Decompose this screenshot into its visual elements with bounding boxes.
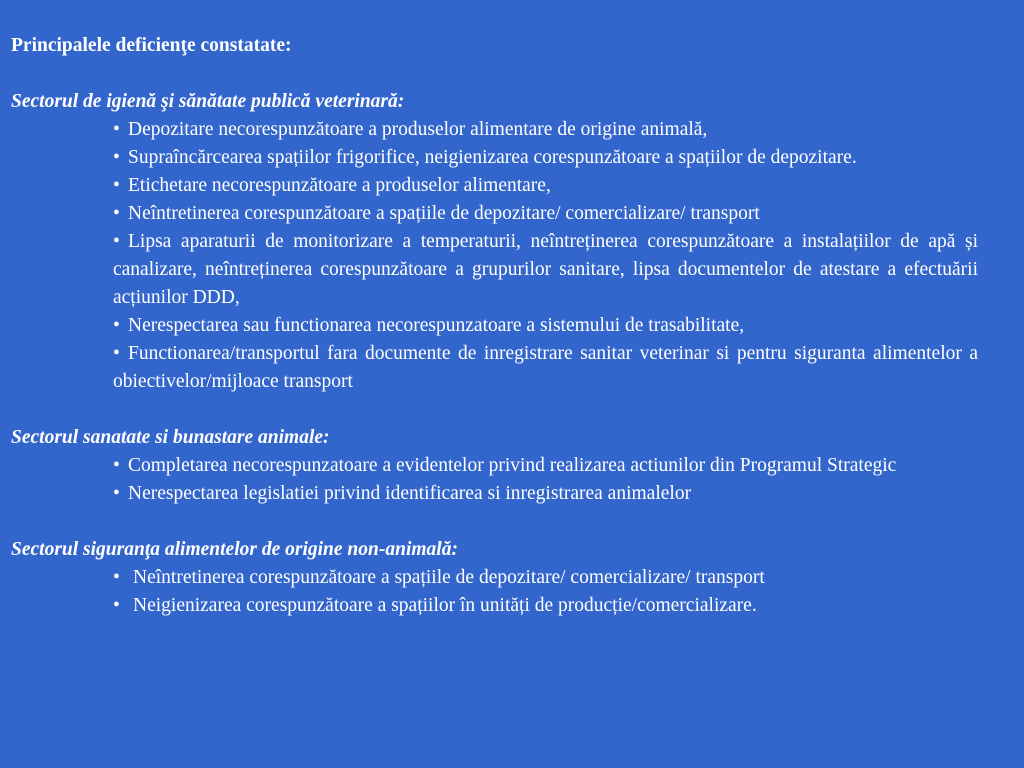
section-list-animal-health-welfare <box>11 452 978 508</box>
bullet-icon: • <box>113 175 120 196</box>
list-item <box>113 340 978 396</box>
section-heading-non-animal-food-safety: Sectorul siguranţa alimentelor de origine non-animală: <box>11 539 458 560</box>
bullet-icon: • <box>113 315 120 336</box>
list-item-text: Nerespectarea sau functionarea necorespunzatoare a sistemului de trasabilitate, <box>128 315 745 336</box>
bullet-icon: • <box>113 231 120 252</box>
list-item-text: Depozitare necorespunzătoare a produselor alimentare de origine animală, <box>128 119 708 140</box>
page-title: Principalele deficienţe constatate: <box>11 35 292 56</box>
spacer <box>11 508 978 536</box>
list-item <box>113 564 978 592</box>
list-item <box>113 116 978 144</box>
list-item <box>113 200 978 228</box>
list-item <box>113 312 978 340</box>
list-item-text: Nerespectarea legislatiei privind identificarea si inregistrarea animalelor <box>128 483 692 504</box>
list-item-text: Neîntretinerea corespunzătoare a spațiile de depozitare/ comercializare/ transport <box>133 567 765 588</box>
bullet-icon: • <box>113 119 120 140</box>
list-item <box>113 172 978 200</box>
spacer <box>11 396 978 424</box>
bullet-icon: • <box>113 147 120 168</box>
bullet-icon: • <box>113 483 120 504</box>
list-item <box>113 228 978 312</box>
section-list-veterinary-public-health <box>11 116 978 396</box>
section-list-non-animal-food-safety <box>11 564 978 620</box>
section-heading-veterinary-public-health: Sectorul de igienă şi sănătate publică veterinară: <box>11 91 405 112</box>
list-item <box>113 592 978 620</box>
bullet-icon: • <box>113 343 120 364</box>
list-item-text: Completarea necorespunzatoare a evidentelor privind realizarea actiunilor din Programul Strategic <box>128 455 897 476</box>
list-item-text: Etichetare necorespunzătoare a produselor alimentare, <box>128 175 551 196</box>
list-item <box>113 480 978 508</box>
bullet-icon: • <box>113 203 120 224</box>
bullet-icon: • <box>113 567 120 588</box>
bullet-icon: • <box>113 455 120 476</box>
spacer <box>11 60 978 88</box>
list-item-text: Neigienizarea corespunzătoare a spațiilor în unități de producție/comercializare. <box>133 595 757 616</box>
list-item-text: Functionarea/transportul fara documente de inregistrare sanitar veterinar si pentru siguranta alimentelor a obiectivelor/mijloace transport <box>113 343 978 392</box>
list-item <box>113 144 978 172</box>
list-item-text: Neîntretinerea corespunzătoare a spațiile de depozitare/ comercializare/ transport <box>128 203 760 224</box>
list-item <box>113 452 978 480</box>
section-heading-animal-health-welfare: Sectorul sanatate si bunastare animale: <box>11 427 330 448</box>
bullet-icon: • <box>113 595 120 616</box>
list-item-text: Lipsa aparaturii de monitorizare a temperaturii, neîntreținerea corespunzătoare a instalațiilor de apă și canalizare, neîntreținerea corespunzătoare a grupurilor sanitare, lipsa documentelor de atestare a efectuării acțiunilor DDD, <box>113 231 978 308</box>
list-item-text: Supraîncărcearea spațiilor frigorifice, neigienizarea corespunzătoare a spațiilor de depozitare. <box>128 147 857 168</box>
slide-content <box>11 32 978 620</box>
